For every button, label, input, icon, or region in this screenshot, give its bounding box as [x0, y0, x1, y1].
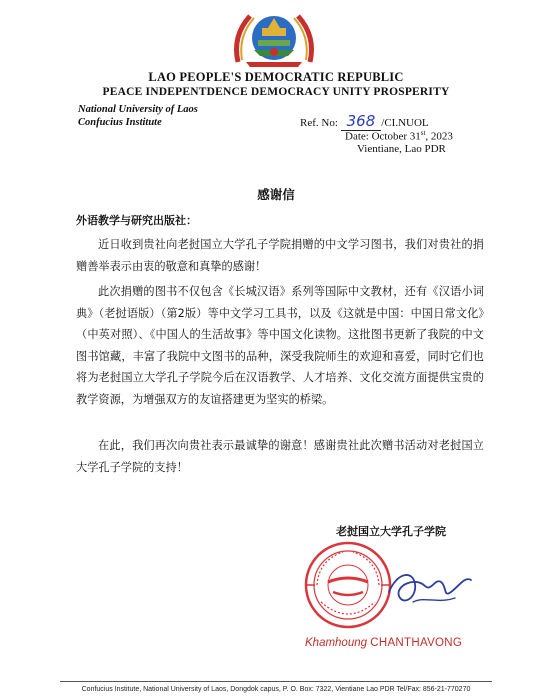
signer-name: [305, 637, 462, 649]
date-year: , 2023: [425, 130, 453, 143]
national-motto: PEACE INDEPENTDENCE DEMOCRACY UNITY PROSPERITY: [102, 86, 450, 98]
footer-address: Confucius Institute, National University of Laos, Dongdok capus, P. O. Box: 7322, Vientiane Lao PDR Tel/Fax: 856-21-770270: [81, 686, 471, 693]
date-ordinal: st: [420, 129, 426, 137]
footer-divider: [60, 681, 492, 682]
official-seal-icon: [303, 540, 393, 630]
reference-label: Ref. No:: [300, 117, 338, 129]
university-name: National University of Laos: [78, 104, 198, 115]
paragraph-1: 近日收到贵社向老挝国立大学孔子学院捐赠的中文学习图书，我们对贵社的捐赠善举表示由衷的敬意和真挚的感谢！: [76, 238, 484, 273]
paragraph-3: 在此，我们再次向贵社表示最诚挚的谢意！感谢贵社此次赠书活动对老挝国立大学孔子学院的支持！: [76, 439, 484, 474]
reference-line: [300, 112, 429, 130]
country-name: LAO PEOPLE'S DEMOCRATIC REPUBLIC: [148, 70, 404, 84]
handwritten-signature-icon: [385, 562, 475, 612]
reference-suffix: /CI.NUOL: [381, 117, 429, 129]
salutation: 外语教学与研究出版社：: [76, 214, 197, 227]
signer-last-name: CHANTHAVONG: [370, 637, 463, 649]
national-emblem-icon: [228, 6, 320, 68]
letter-title: 感谢信: [257, 187, 295, 202]
signer-first-name: Khamhoung: [305, 637, 368, 649]
reference-number: 368: [341, 112, 382, 131]
location-line: Vientiane, Lao PDR: [357, 143, 446, 155]
date-line: [345, 129, 453, 143]
paragraph-2: 此次捐赠的图书不仅包含《长城汉语》系列等国际中文教材，还有《汉语小词典》（老挝语版）（第2版）等中文学习工具书，以及《这就是中国：中国日常文化》（中英对照）、《中国人的生活故事》等中国文化读物。这批图书更新了我院的中文图书馆藏，丰富了我院中文图书的品种，深受我院师生的欢迎和喜爱，同时它们也将为老挝国立大学孔子学院今后在汉语教学、人才培养、文化交流方面提供宝贵的教学资源，为增强双方的友谊搭建更为坚实的桥梁。: [76, 285, 484, 406]
institute-name: Confucius Institute: [78, 117, 162, 128]
date-prefix: Date: October 31: [345, 130, 421, 143]
signer-organization: 老挝国立大学孔子学院: [336, 525, 446, 538]
